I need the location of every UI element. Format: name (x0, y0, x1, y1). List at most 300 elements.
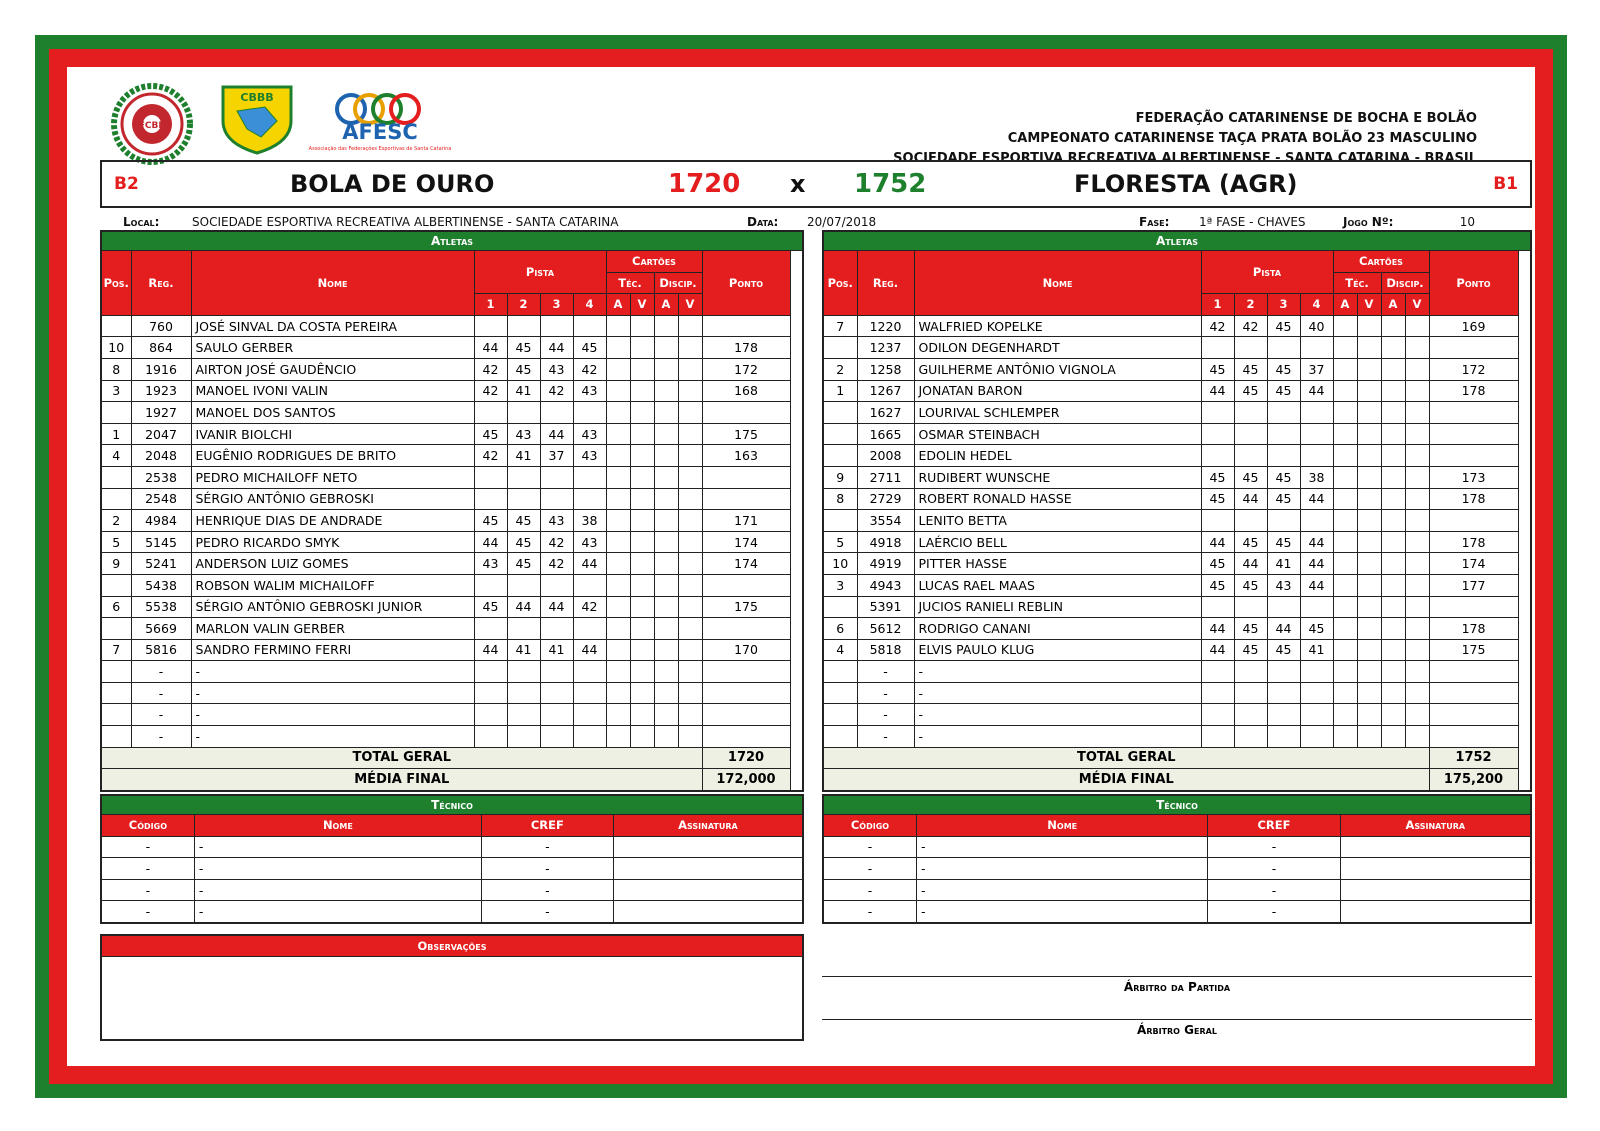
card-cell (606, 337, 630, 359)
right-team-code: B1 (1493, 174, 1518, 194)
phase-value: 1ª FASE - CHAVES (1199, 215, 1306, 229)
athlete-pista-2 (507, 726, 540, 748)
athlete-pista-3 (540, 618, 573, 640)
athlete-name: SÉRGIO ANTÔNIO GEBROSKI (191, 488, 474, 510)
athlete-name: ANDERSON LUIZ GOMES (191, 553, 474, 575)
card-cell (606, 726, 630, 748)
cbbb-logo (217, 81, 297, 155)
card-cell (678, 704, 702, 726)
card-cell (1357, 682, 1381, 704)
local-label: Local: (123, 215, 160, 229)
athlete-reg: 2711 (857, 466, 914, 488)
athlete-name: - (914, 682, 1201, 704)
athlete-reg: 5438 (131, 574, 191, 596)
media-final-value: 172,000 (702, 769, 790, 791)
athlete-pista-4: 42 (573, 358, 606, 380)
left-team-name: BOLA DE OURO (290, 170, 495, 198)
card-cell (1333, 445, 1357, 467)
col-tec: Téc. (606, 272, 654, 294)
athlete-ponto: 172 (702, 358, 790, 380)
card-cell (630, 423, 654, 445)
athlete-pista-1: 44 (1201, 639, 1234, 661)
athlete-pista-1: 43 (474, 553, 507, 575)
technician-cref: - (1208, 879, 1340, 901)
athlete-ponto (702, 466, 790, 488)
athlete-name: MARLON VALIN GERBER (191, 618, 474, 640)
observations-header: Observações (102, 936, 802, 957)
athlete-name: AIRTON JOSÉ GAUDÊNCIO (191, 358, 474, 380)
athlete-pista-1 (474, 661, 507, 683)
afesc-logo-subtext: Associação das Federações Esportivas de Santa Catarina (308, 146, 452, 152)
athlete-pista-4 (1300, 337, 1333, 359)
card-cell (654, 445, 678, 467)
athlete-name: PEDRO MICHAILOFF NETO (191, 466, 474, 488)
card-cell (654, 315, 678, 337)
athlete-name: LAÉRCIO BELL (914, 531, 1201, 553)
col-card-v-3: V (1405, 294, 1429, 316)
card-cell (678, 445, 702, 467)
athlete-ponto: 172 (1429, 358, 1518, 380)
card-cell (1333, 337, 1357, 359)
match-referee-signature-line (822, 976, 1532, 977)
card-cell (1405, 639, 1429, 661)
athlete-row (823, 661, 1531, 683)
col-ponto: Ponto (1429, 251, 1518, 316)
athlete-pista-4: 45 (573, 337, 606, 359)
card-cell (678, 661, 702, 683)
athlete-pista-4: 40 (1300, 315, 1333, 337)
card-cell (1381, 358, 1405, 380)
card-cell (606, 466, 630, 488)
technician-name: - (916, 858, 1208, 880)
card-cell (1405, 704, 1429, 726)
athlete-pos: 3 (823, 574, 857, 596)
card-cell (654, 596, 678, 618)
technician-name: - (194, 836, 481, 858)
athlete-pista-2 (507, 574, 540, 596)
athlete-pista-4: 44 (573, 639, 606, 661)
technician-signature (1340, 836, 1531, 858)
athlete-pista-1: 44 (474, 337, 507, 359)
athlete-ponto (1429, 337, 1518, 359)
left-team-code: B2 (114, 174, 139, 194)
athlete-pista-4 (573, 661, 606, 683)
athlete-pista-2 (1234, 402, 1267, 424)
athlete-pista-1: 42 (474, 445, 507, 467)
athlete-pos: 7 (101, 639, 131, 661)
card-cell (1357, 726, 1381, 748)
technician-code: - (101, 901, 194, 923)
card-cell (1381, 488, 1405, 510)
total-geral-value: 1720 (702, 747, 790, 769)
card-cell (630, 531, 654, 553)
athlete-ponto (1429, 682, 1518, 704)
athlete-name: EDOLIN HEDEL (914, 445, 1201, 467)
athlete-pista-1: 45 (1201, 358, 1234, 380)
athlete-pista-3: 42 (540, 380, 573, 402)
athlete-row (101, 423, 803, 445)
card-cell (1333, 596, 1357, 618)
technician-row (823, 901, 1531, 923)
athlete-ponto (1429, 423, 1518, 445)
col-tec-nome: Nome (194, 815, 481, 837)
athlete-name: - (914, 661, 1201, 683)
athlete-row (101, 510, 803, 532)
athlete-ponto (1429, 596, 1518, 618)
athlete-pista-4 (573, 466, 606, 488)
athlete-ponto: 168 (702, 380, 790, 402)
card-cell (1381, 445, 1405, 467)
athlete-pista-3: 45 (1267, 639, 1300, 661)
technician-code: - (101, 879, 194, 901)
athlete-pista-1: 44 (1201, 380, 1234, 402)
technician-cref: - (1208, 836, 1340, 858)
athlete-pista-2 (507, 402, 540, 424)
athlete-pista-3: 37 (540, 445, 573, 467)
media-final-value: 175,200 (1429, 769, 1518, 791)
athlete-pista-4 (573, 726, 606, 748)
card-cell (606, 596, 630, 618)
card-cell (678, 510, 702, 532)
athlete-pista-3 (540, 726, 573, 748)
card-cell (654, 639, 678, 661)
athlete-reg: 5818 (857, 639, 914, 661)
athlete-reg: - (131, 661, 191, 683)
athlete-row (823, 726, 1531, 748)
athlete-pista-2: 44 (1234, 553, 1267, 575)
athlete-name: JONATAN BARON (914, 380, 1201, 402)
card-cell (1333, 682, 1357, 704)
athlete-pista-3 (540, 315, 573, 337)
card-cell (1357, 510, 1381, 532)
athlete-pista-2 (1234, 337, 1267, 359)
athlete-row (101, 466, 803, 488)
athlete-ponto (1429, 510, 1518, 532)
athlete-pos (823, 510, 857, 532)
athlete-pista-4 (1300, 402, 1333, 424)
col-reg: Reg. (131, 251, 191, 316)
athlete-pista-4: 45 (1300, 618, 1333, 640)
athlete-pista-4: 43 (573, 531, 606, 553)
card-cell (630, 661, 654, 683)
athlete-pista-3 (1267, 704, 1300, 726)
athlete-pista-3 (1267, 423, 1300, 445)
col-cartoes: Cartões (606, 251, 702, 273)
athlete-reg: - (857, 726, 914, 748)
athlete-pista-1 (474, 488, 507, 510)
card-cell (630, 337, 654, 359)
athlete-pos: 2 (823, 358, 857, 380)
athlete-pista-4 (1300, 445, 1333, 467)
athlete-ponto (702, 726, 790, 748)
athlete-pista-4 (573, 618, 606, 640)
athlete-row (101, 315, 803, 337)
card-cell (1381, 315, 1405, 337)
athlete-pista-3: 45 (1267, 358, 1300, 380)
card-cell (630, 358, 654, 380)
athlete-pista-1: 45 (1201, 553, 1234, 575)
athlete-pista-2: 43 (507, 423, 540, 445)
card-cell (654, 618, 678, 640)
athlete-pista-3: 44 (1267, 618, 1300, 640)
col-card-a-2: A (654, 294, 678, 316)
athlete-ponto: 171 (702, 510, 790, 532)
athlete-name: JUCIOS RANIELI REBLIN (914, 596, 1201, 618)
athlete-pista-3 (1267, 682, 1300, 704)
card-cell (678, 337, 702, 359)
col-codigo: Código (101, 815, 194, 837)
card-cell (606, 445, 630, 467)
card-cell (1405, 402, 1429, 424)
card-cell (654, 726, 678, 748)
date-label: Data: (747, 215, 779, 229)
athlete-name: MANOEL DOS SANTOS (191, 402, 474, 424)
athlete-pos: 6 (101, 596, 131, 618)
card-cell (1405, 315, 1429, 337)
athlete-reg: 2548 (131, 488, 191, 510)
athlete-ponto: 178 (1429, 618, 1518, 640)
athlete-pista-4 (573, 704, 606, 726)
athlete-row (101, 531, 803, 553)
right-athletes-table (822, 230, 1532, 792)
card-cell (678, 531, 702, 553)
athlete-row (823, 358, 1531, 380)
athlete-name: - (914, 704, 1201, 726)
athlete-pista-1 (474, 574, 507, 596)
fcbb-logo (109, 81, 195, 167)
athlete-pos: 5 (101, 531, 131, 553)
athlete-pista-3: 43 (540, 510, 573, 532)
card-cell (1381, 510, 1405, 532)
card-cell (678, 618, 702, 640)
athlete-pista-3 (1267, 402, 1300, 424)
athlete-row (101, 596, 803, 618)
technician-cref: - (1208, 858, 1340, 880)
athlete-pista-2 (507, 488, 540, 510)
athlete-pista-2: 45 (1234, 380, 1267, 402)
athlete-pista-4 (573, 574, 606, 596)
card-cell (630, 402, 654, 424)
card-cell (630, 510, 654, 532)
card-cell (1405, 488, 1429, 510)
athlete-pista-1 (474, 704, 507, 726)
card-cell (678, 380, 702, 402)
athlete-pista-4 (573, 402, 606, 424)
athlete-pista-3: 44 (540, 423, 573, 445)
athlete-pista-4 (1300, 596, 1333, 618)
technician-cref: - (481, 836, 613, 858)
athlete-reg: 5669 (131, 618, 191, 640)
card-cell (606, 402, 630, 424)
athlete-pista-4: 44 (1300, 380, 1333, 402)
athlete-reg: - (131, 682, 191, 704)
col-card-a-0: A (606, 294, 630, 316)
athlete-pista-1 (1201, 510, 1234, 532)
card-cell (678, 488, 702, 510)
technician-signature (1340, 879, 1531, 901)
technician-name: - (194, 901, 481, 923)
athlete-row (823, 423, 1531, 445)
date-value: 20/07/2018 (807, 215, 877, 229)
athlete-reg: - (131, 726, 191, 748)
athlete-name: EUGÊNIO RODRIGUES DE BRITO (191, 445, 474, 467)
left-team-score: 1720 (668, 169, 741, 199)
technician-cref: - (481, 901, 613, 923)
card-cell (606, 618, 630, 640)
athlete-pista-2: 45 (507, 531, 540, 553)
athlete-ponto (702, 488, 790, 510)
athlete-pista-2: 45 (1234, 618, 1267, 640)
card-cell (654, 380, 678, 402)
athlete-pista-3: 42 (540, 531, 573, 553)
athlete-ponto: 169 (1429, 315, 1518, 337)
athlete-name: - (191, 726, 474, 748)
phase-label: Fase: (1139, 215, 1170, 229)
athlete-pista-1: 44 (1201, 618, 1234, 640)
card-cell (630, 639, 654, 661)
athlete-pista-1 (474, 726, 507, 748)
athlete-reg: 5145 (131, 531, 191, 553)
athlete-pista-3 (540, 402, 573, 424)
athlete-pista-1 (1201, 337, 1234, 359)
athlete-pista-2: 41 (507, 445, 540, 467)
athlete-row (101, 661, 803, 683)
athlete-row (823, 596, 1531, 618)
athlete-pos (101, 402, 131, 424)
athlete-pista-2: 44 (1234, 488, 1267, 510)
athlete-pista-2 (507, 466, 540, 488)
athlete-pista-2 (1234, 682, 1267, 704)
card-cell (1357, 423, 1381, 445)
technician-row (823, 858, 1531, 880)
athlete-name: PITTER HASSE (914, 553, 1201, 575)
technician-code: - (823, 858, 916, 880)
athlete-reg: 760 (131, 315, 191, 337)
card-cell (678, 682, 702, 704)
card-cell (1357, 531, 1381, 553)
card-cell (1405, 726, 1429, 748)
athlete-pista-3 (1267, 337, 1300, 359)
athlete-row (101, 380, 803, 402)
card-cell (654, 466, 678, 488)
athlete-reg: 1237 (857, 337, 914, 359)
athlete-name: RUDIBERT WUNSCHE (914, 466, 1201, 488)
athlete-ponto (702, 682, 790, 704)
technician-cref: - (1208, 901, 1340, 923)
athlete-reg: 1220 (857, 315, 914, 337)
technician-name: - (916, 836, 1208, 858)
media-final-label: MÉDIA FINAL (823, 769, 1429, 791)
athlete-name: - (191, 704, 474, 726)
athlete-pista-1 (1201, 423, 1234, 445)
athlete-row (101, 574, 803, 596)
col-reg: Reg. (857, 251, 914, 316)
athlete-pista-1: 44 (1201, 531, 1234, 553)
athlete-row (101, 488, 803, 510)
athlete-pista-1: 44 (474, 639, 507, 661)
athlete-row (823, 618, 1531, 640)
card-cell (630, 488, 654, 510)
athlete-name: ROBSON WALIM MICHAILOFF (191, 574, 474, 596)
athlete-pista-2: 45 (507, 553, 540, 575)
athlete-ponto (702, 618, 790, 640)
header-line-championship: CAMPEONATO CATARINENSE TAÇA PRATA BOLÃO 23 MASCULINO (1007, 131, 1477, 146)
card-cell (654, 704, 678, 726)
athlete-pista-1 (474, 618, 507, 640)
technician-row (101, 901, 803, 923)
athlete-pos: 9 (823, 466, 857, 488)
technician-code: - (101, 836, 194, 858)
athlete-reg: 1916 (131, 358, 191, 380)
athlete-pos (101, 574, 131, 596)
athlete-pista-2 (1234, 704, 1267, 726)
card-cell (630, 445, 654, 467)
athlete-pista-3 (1267, 661, 1300, 683)
card-cell (1357, 445, 1381, 467)
athlete-name: SAULO GERBER (191, 337, 474, 359)
card-cell (606, 358, 630, 380)
col-nome: Nome (191, 251, 474, 316)
athlete-ponto: 174 (1429, 553, 1518, 575)
athlete-pista-2: 44 (507, 596, 540, 618)
col-pista-p4: 4 (573, 294, 606, 316)
card-cell (1405, 596, 1429, 618)
technician-row (823, 879, 1531, 901)
athlete-pista-2 (507, 682, 540, 704)
athlete-pista-2 (1234, 661, 1267, 683)
card-cell (1333, 618, 1357, 640)
athlete-pista-3 (1267, 445, 1300, 467)
athlete-pos: 1 (823, 380, 857, 402)
athlete-reg: 5241 (131, 553, 191, 575)
athlete-reg: 1627 (857, 402, 914, 424)
athlete-row (823, 445, 1531, 467)
media-final-label: MÉDIA FINAL (101, 769, 702, 791)
athlete-pista-2 (1234, 423, 1267, 445)
card-cell (1405, 531, 1429, 553)
card-cell (1333, 661, 1357, 683)
athlete-ponto: 163 (702, 445, 790, 467)
athlete-name: - (191, 682, 474, 704)
card-cell (654, 682, 678, 704)
card-cell (630, 466, 654, 488)
technician-cref: - (481, 858, 613, 880)
athlete-pista-4 (573, 488, 606, 510)
card-cell (1381, 423, 1405, 445)
technician-signature (1340, 858, 1531, 880)
athlete-pos (101, 315, 131, 337)
athlete-pos: 9 (101, 553, 131, 575)
athlete-pista-1 (474, 315, 507, 337)
athlete-pista-1: 42 (474, 358, 507, 380)
card-cell (606, 315, 630, 337)
card-cell (654, 531, 678, 553)
card-cell (654, 661, 678, 683)
athlete-reg: 1267 (857, 380, 914, 402)
card-cell (1381, 726, 1405, 748)
total-geral-label: TOTAL GERAL (101, 747, 702, 769)
athlete-pista-2: 45 (1234, 531, 1267, 553)
card-cell (630, 726, 654, 748)
athlete-reg: 2538 (131, 466, 191, 488)
card-cell (1333, 466, 1357, 488)
athlete-ponto (1429, 726, 1518, 748)
athlete-reg: - (857, 682, 914, 704)
athlete-ponto (1429, 661, 1518, 683)
technician-header: Técnico (823, 795, 1531, 815)
col-tec: Téc. (1333, 272, 1381, 294)
col-discip: Discip. (654, 272, 702, 294)
